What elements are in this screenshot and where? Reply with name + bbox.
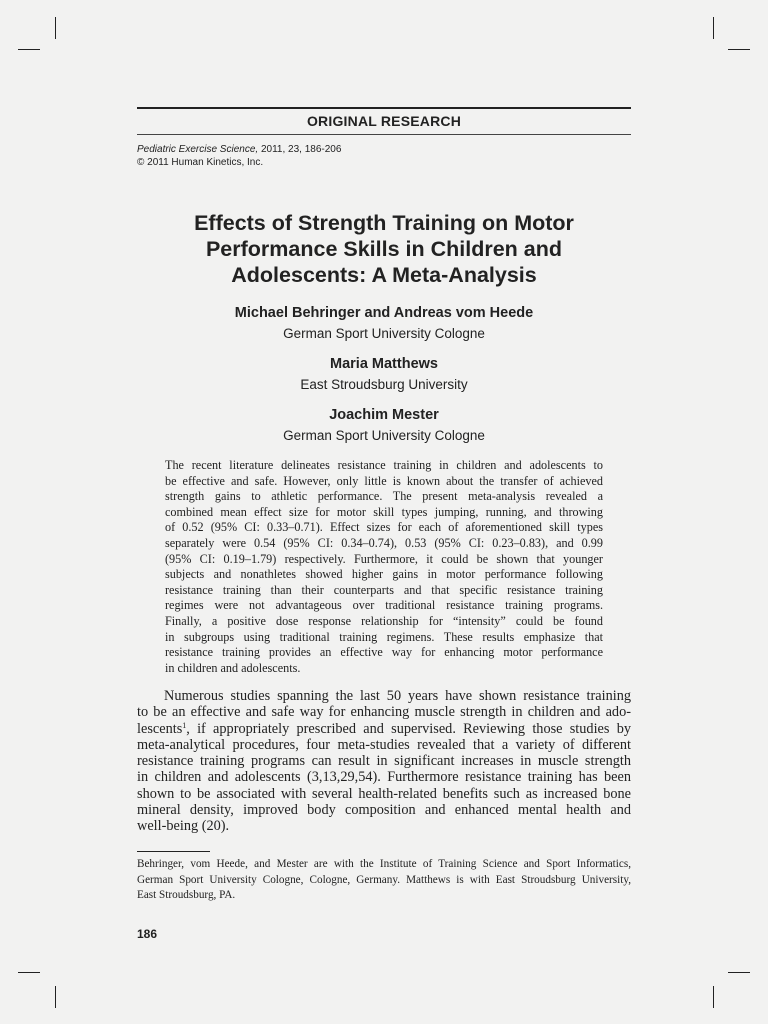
- abstract-line: of 0.52 (95% CI: 0.33–0.71). Effect sizes for each of aforementioned skill types: [165, 520, 603, 535]
- crop-mark: [18, 972, 40, 973]
- abstract-line: separately were 0.54 (95% CI: 0.34–0.74), 0.53 (95% CI: 0.23–0.83), and 0.99: [165, 535, 603, 550]
- footnote-rule: [137, 851, 210, 852]
- abstract-line: resistance training than their counterparts and that specific resistance training: [165, 582, 603, 597]
- body-line: meta-analytical procedures, four meta-studies revealed that a variety of different: [137, 736, 631, 753]
- abstract: [165, 458, 603, 676]
- abstract-line: The recent literature delineates resistance training in children and adolescents to: [165, 458, 603, 472]
- abstract-line: subjects and nonathletes showed higher gains in motor performance following: [165, 567, 603, 582]
- abstract-line: combined mean effect size for motor skill types jumping, running, and throwing: [165, 504, 603, 519]
- crop-mark: [713, 986, 714, 1008]
- author-names: Joachim Mester: [329, 407, 439, 423]
- body-line: to be an effective and safe way for enhancing muscle strength in children and ado-: [137, 704, 631, 721]
- header-rule: [137, 134, 631, 135]
- abstract-line: strength gains to athletic performance. The present meta-analysis revealed a: [165, 489, 603, 504]
- title-line: Effects of Strength Training on Motor: [194, 211, 574, 235]
- footnote-line: East Stroudsburg, PA.: [137, 889, 236, 902]
- body-line: in children and adolescents (3,13,29,54). Furthermore resistance training has been: [137, 769, 631, 786]
- author-affiliation: East Stroudsburg University: [300, 377, 468, 392]
- author-affiliation: German Sport University Cologne: [283, 428, 485, 443]
- header-rule: [137, 107, 631, 109]
- crop-mark: [728, 972, 750, 973]
- crop-mark: [728, 49, 750, 50]
- abstract-line: be effective and safe. However, only little is known about the transfer of achieved: [165, 473, 603, 488]
- author-names: Maria Matthews: [330, 356, 438, 372]
- paper-title: [137, 210, 631, 288]
- body-text: lescents: [137, 720, 183, 737]
- footnote: [137, 857, 631, 904]
- abstract-line: resistance training provides an effective way for enhancing motor performance: [165, 645, 603, 660]
- journal-info: [137, 143, 341, 169]
- journal-details: 2011, 23, 186-206: [258, 144, 342, 155]
- body-line: resistance training programs can result in significant increases in muscle strength: [137, 753, 631, 770]
- crop-mark: [55, 986, 56, 1008]
- crop-mark: [55, 17, 56, 39]
- copyright: © 2011 Human Kinetics, Inc.: [137, 157, 264, 168]
- abstract-line: regimes were not advantageous over traditional resistance training programs.: [165, 598, 603, 613]
- footnote-line: Behringer, vom Heede, and Mester are with the Institute of Training Science and Sport Informatics,: [137, 858, 631, 870]
- body-paragraph: [137, 688, 631, 835]
- citation-superscript: 1: [182, 720, 187, 730]
- crop-mark: [18, 49, 40, 50]
- abstract-line: in children and adolescents.: [165, 660, 301, 675]
- section-label: ORIGINAL RESEARCH: [306, 113, 462, 129]
- crop-mark: [713, 17, 714, 39]
- abstract-line: in subgroups using traditional training regimens. These results emphasize that: [165, 629, 603, 644]
- footnote-line: German Sport University Cologne, Cologne, Germany. Matthews is with East Stroudsburg University,: [137, 873, 631, 886]
- body-line: [137, 721, 631, 737]
- title-line: Performance Skills in Children and: [205, 237, 563, 261]
- journal-citation: [137, 143, 341, 156]
- author-affiliation: German Sport University Cologne: [283, 326, 485, 341]
- body-line: Numerous studies spanning the last 50 years have shown resistance training: [164, 688, 631, 704]
- author-names: Michael Behringer and Andreas vom Heede: [234, 305, 534, 321]
- page-number: 186: [137, 927, 158, 941]
- abstract-line: (95% CI: 0.19–1.79) respectively. Furthermore, it could be shown that younger: [165, 551, 603, 566]
- abstract-line: Finally, a positive dose response relationship for “intensity” could be found: [165, 613, 603, 628]
- journal-name: Pediatric Exercise Science,: [137, 144, 259, 155]
- body-line: mineral density, improved body composition and enhanced mental health and: [137, 802, 631, 819]
- title-line: Adolescents: A Meta-Analysis: [231, 263, 537, 287]
- body-line: well-being (20).: [137, 818, 230, 835]
- body-line: shown to be associated with several health-related benefits such as increased bone: [137, 785, 631, 802]
- body-text: , if appropriately prescribed and supervised. Reviewing those studies by: [186, 720, 631, 737]
